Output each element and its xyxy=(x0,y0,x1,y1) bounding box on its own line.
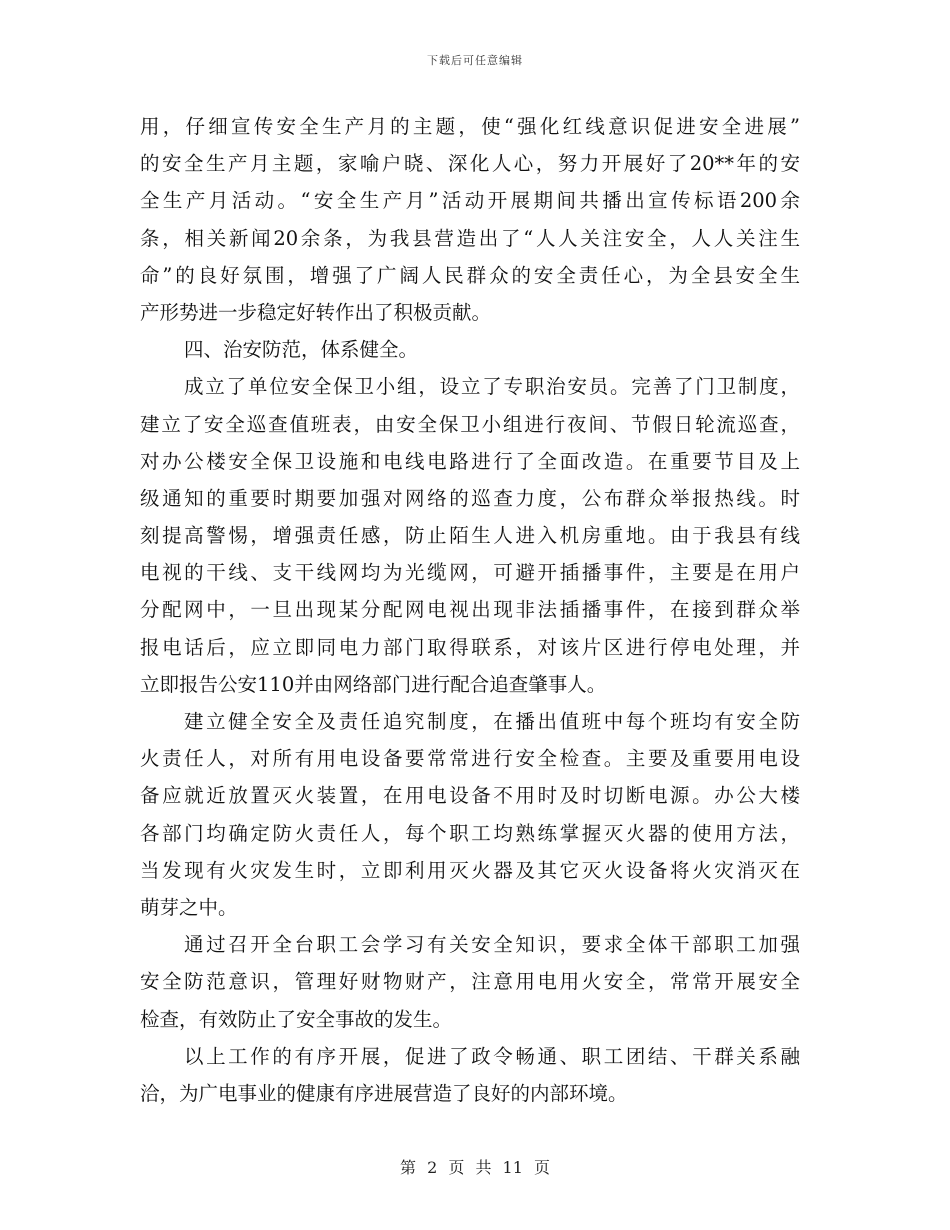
heading-line: 四、治安防范，体系健全。 xyxy=(184,338,419,362)
page-header-note: 下载后可任意编辑 xyxy=(427,54,523,67)
text-line: 各部门均确定防火责任人，每个职工均熟练掌握灭火器的使用方法， xyxy=(140,821,800,845)
text-line: 对办公楼安全保卫设施和电线电路进行了全面改造。在重要节目及上 xyxy=(140,449,800,473)
text-line: 洽，为广电事业的健康有序进展营造了良好的内部环境。 xyxy=(140,1081,628,1105)
text-line: 当发现有火灾发生时，立即利用灭火器及其它灭火设备将火灾消灭在 xyxy=(140,858,800,882)
text-line: 的安全生产月主题，家喻户晓、深化人心，努力开展好了20**年的安 xyxy=(140,152,800,176)
section-heading xyxy=(140,331,800,368)
text-line: 通过召开全台职工会学习有关安全知识，要求全体干部职工加强 xyxy=(184,933,800,957)
paragraph-conclusion xyxy=(140,1038,800,1112)
text-line: 级通知的重要时期要加强对网络的巡查力度，公布群众举报热线。时 xyxy=(140,486,800,510)
text-line: 萌芽之中。 xyxy=(140,895,238,919)
paragraph-security-team xyxy=(140,368,800,703)
page-number: 第 2 页 共 11 页 xyxy=(400,1158,550,1177)
text-line: 建立健全安全及责任追究制度，在播出值班中每个班均有安全防 xyxy=(184,710,800,733)
text-line: 成立了单位安全保卫小组，设立了专职治安员。完善了门卫制度， xyxy=(184,375,800,399)
text-line: 建立了安全巡查值班表，由安全保卫小组进行夜间、节假日轮流巡查， xyxy=(140,412,800,436)
text-line: 报电话后，应立即同电力部门取得联系，对该片区进行停电处理，并 xyxy=(140,635,800,659)
paragraph-staff-training xyxy=(140,926,800,1038)
text-line: 检查，有效防止了安全事故的发生。 xyxy=(140,1007,453,1031)
text-line: 备应就近放置灭火装置，在用电设备不用时及时切断电源。办公大楼 xyxy=(140,784,800,808)
paragraph-fire-safety xyxy=(140,703,800,926)
text-line: 分配网中，一旦出现某分配网电视出现非法插播事件，在接到群众举 xyxy=(140,598,800,622)
text-line: 火责任人，对所有用电设备要常常进行安全检查。主要及重要用电设 xyxy=(140,747,800,771)
text-line: 全生产月活动。“安全生产月”活动开展期间共播出宣传标语200余 xyxy=(140,189,800,213)
document-body xyxy=(140,108,800,1112)
text-line: 产形势进一步稳定好转作出了积极贡献。 xyxy=(140,300,492,324)
text-line: 条，相关新闻20余条，为我县营造出了“人人关注安全，人人关注生 xyxy=(140,226,800,250)
paragraph-continuation xyxy=(140,108,800,331)
text-line: 安全防范意识，管理好财物财产，注意用电用火安全，常常开展安全 xyxy=(140,970,800,994)
text-line: 立即报告公安110并由网络部门进行配合追查肇事人。 xyxy=(140,672,607,696)
text-line: 用，仔细宣传安全生产月的主题，使“强化红线意识促进安全进展” xyxy=(140,115,800,138)
text-line: 以上工作的有序开展，促进了政令畅通、职工团结、干群关系融 xyxy=(184,1044,800,1068)
text-line: 刻提高警惕，增强责任感，防止陌生人进入机房重地。由于我县有线 xyxy=(140,524,800,548)
text-line: 命”的良好氛围，增强了广阔人民群众的安全责任心，为全县安全生 xyxy=(140,263,800,287)
text-line: 电视的干线、支干线网均为光缆网，可避开插播事件，主要是在用户 xyxy=(140,561,800,585)
